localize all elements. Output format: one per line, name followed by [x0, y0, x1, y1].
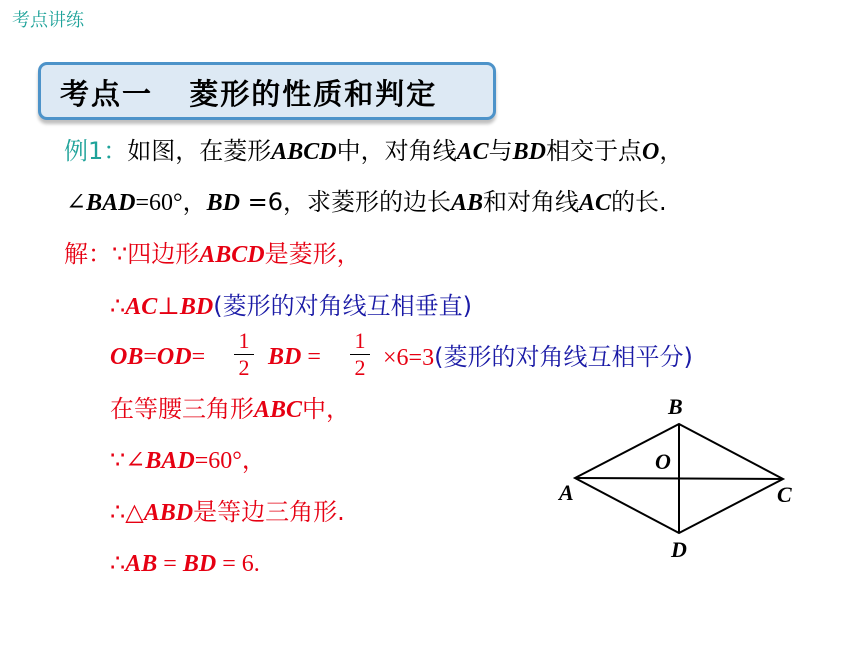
fraction-numerator: 1 — [238, 328, 250, 353]
math-bad: BAD — [145, 448, 195, 474]
math-bd: BD — [179, 294, 214, 320]
solution-text: 是等边三角形. — [193, 498, 345, 526]
equals: = — [143, 344, 157, 370]
math-ab: AB — [450, 190, 483, 216]
vertex-label-b: B — [668, 394, 683, 419]
solution-text: 在等腰三角形 — [110, 395, 254, 423]
vertex-label-a: A — [559, 480, 574, 505]
example-prefix: 例1： — [64, 137, 128, 165]
triangle-symbol: △ — [125, 500, 144, 526]
example-text: 的长. — [611, 188, 667, 216]
fraction-denominator: 2 — [238, 355, 250, 380]
fraction-denominator: 2 — [354, 355, 366, 380]
solution-text: 是菱形， — [264, 240, 361, 268]
example-text: =60°， — [135, 190, 207, 216]
solution-text: 中， — [302, 395, 351, 423]
math-abd: ABD — [143, 500, 194, 526]
math-bd: BD — [206, 190, 240, 216]
math-ac: AC — [125, 294, 158, 320]
example-text: 如图，在菱形 — [127, 137, 272, 165]
times-value: ×6=3 — [383, 345, 435, 371]
math-ac: AC — [578, 190, 611, 216]
equals: = — [191, 344, 206, 370]
math-bd: BD — [268, 344, 302, 370]
math-ac: AC — [456, 139, 489, 165]
because-symbol: ∵ — [112, 242, 128, 268]
math-abcd: ABCD — [199, 242, 265, 268]
math-od: OD — [156, 344, 192, 370]
solution-text: 四边形 — [127, 240, 200, 268]
topic-title: 考点一 菱形的性质和判定 — [60, 77, 438, 111]
example-text: 中，对角线 — [336, 137, 457, 165]
math-bd: BD — [512, 139, 546, 165]
perp-symbol: ⊥ — [157, 294, 180, 320]
angle-symbol: ∠ — [125, 448, 146, 474]
vertex-label-c: C — [777, 482, 792, 507]
math-ab: AB — [125, 551, 158, 577]
math-bd: BD — [182, 551, 217, 577]
because-symbol: ∵ — [110, 448, 126, 474]
example-text: 相交于点 — [546, 137, 642, 165]
reason-text: (菱形的对角线互相垂直) — [213, 292, 472, 320]
section-header-label: 考点讲练 — [12, 10, 84, 31]
example-text: 与 — [488, 137, 513, 165]
therefore-symbol: ∴ — [110, 500, 126, 526]
math-ob: OB — [110, 344, 144, 370]
math-abcd: ABCD — [271, 139, 337, 165]
vertex-label-d: D — [671, 537, 687, 562]
example-text: =6，求菱形的边长 — [239, 188, 451, 216]
equals: = — [157, 551, 183, 577]
therefore-symbol: ∴ — [110, 294, 126, 320]
example-text: 和对角线 — [482, 188, 579, 216]
equals: = — [301, 344, 321, 370]
solution-text: = 6. — [216, 551, 260, 577]
angle-symbol: ∠ — [66, 190, 87, 216]
solution-text: =60°， — [194, 448, 266, 474]
reason-text: (菱形的对角线互相平分) — [434, 343, 693, 371]
math-abc: ABC — [254, 397, 303, 423]
therefore-symbol: ∴ — [110, 551, 126, 577]
fraction-numerator: 1 — [354, 328, 366, 353]
solution-prefix: 解： — [64, 240, 112, 268]
center-label-o: O — [655, 449, 671, 474]
example-text: ， — [659, 137, 684, 165]
math-o: O — [642, 139, 660, 165]
math-bad: BAD — [86, 190, 136, 216]
